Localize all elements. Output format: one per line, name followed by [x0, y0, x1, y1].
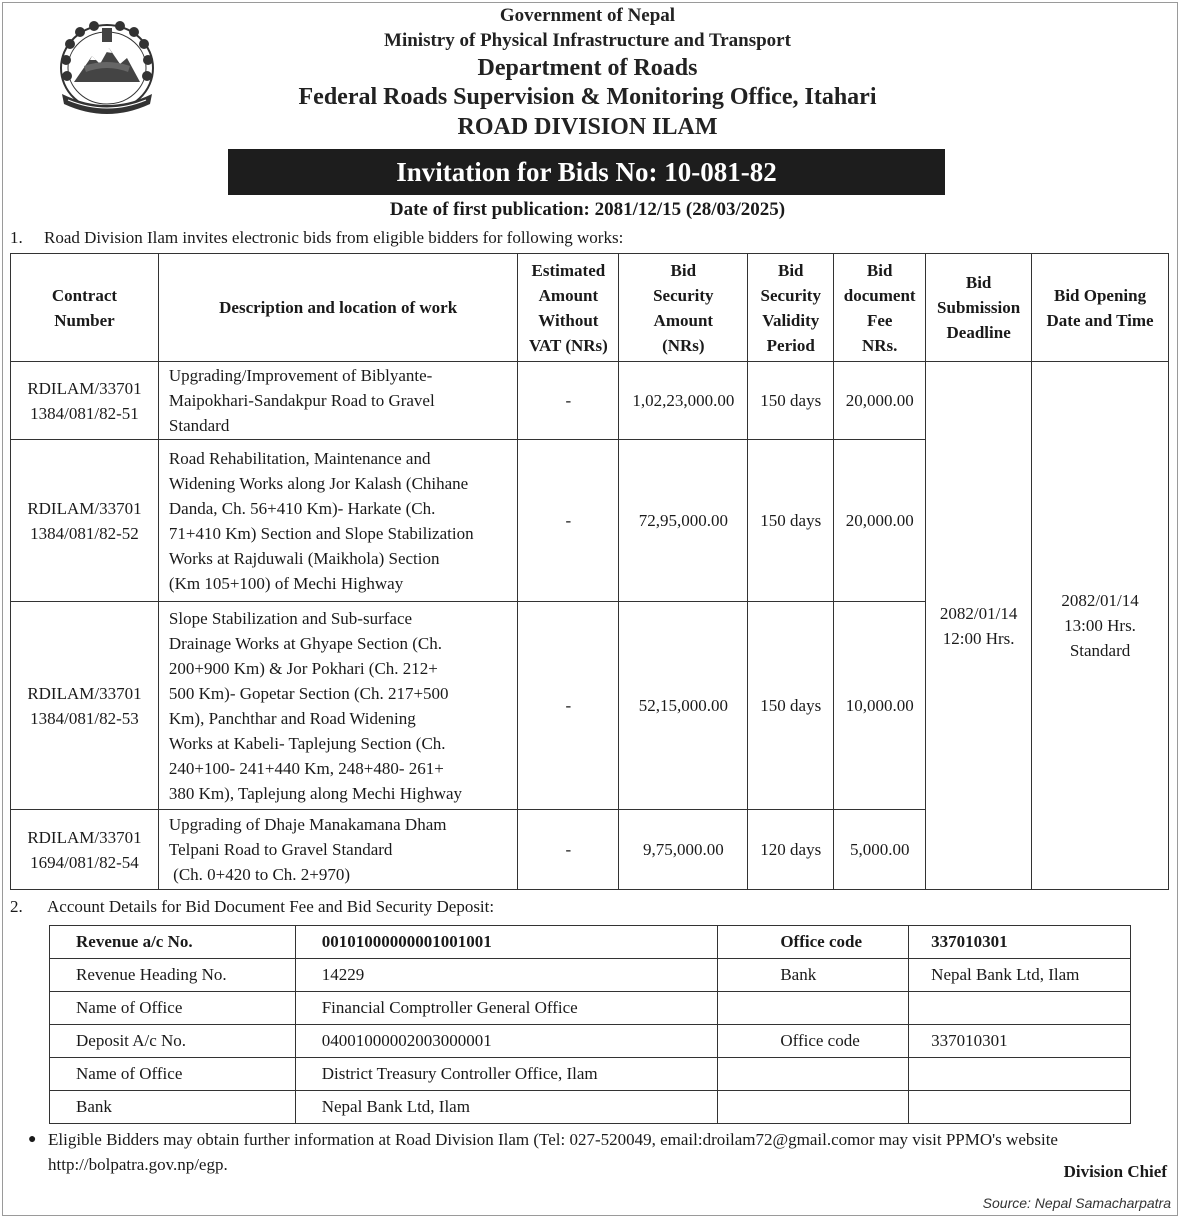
- table-row: [50, 959, 1131, 992]
- account-label: [718, 992, 909, 1025]
- validity-period: 120 days: [748, 810, 834, 890]
- header-deadline: Bid Submission Deadline: [926, 254, 1032, 362]
- opening-date-time: 2082/01/14 13:00 Hrs. Standard: [1032, 362, 1169, 890]
- account-value: Nepal Bank Ltd, Ilam: [295, 1091, 718, 1124]
- bids-table: [10, 253, 1169, 890]
- header-fee: Bid document Fee NRs.: [834, 254, 926, 362]
- bid-security-amount: 52,15,000.00: [619, 602, 748, 810]
- validity-period: 150 days: [748, 362, 834, 440]
- account-details-table: [49, 925, 1131, 1124]
- header-security: Bid Security Amount (NRs): [619, 254, 748, 362]
- government-line: Government of Nepal: [499, 5, 676, 26]
- document-fee: 20,000.00: [834, 440, 926, 602]
- header-opening: Bid Opening Date and Time: [1032, 254, 1169, 362]
- validity-period: 150 days: [748, 602, 834, 810]
- header-description: Description and location of work: [158, 254, 518, 362]
- source-credit: Source: Nepal Samacharpatra: [982, 1195, 1171, 1211]
- contract-number: RDILAM/33701 1694/081/82-54: [11, 810, 159, 890]
- section-number: 2.: [10, 897, 23, 916]
- eligibility-note: [28, 1127, 1173, 1177]
- estimated-amount: -: [518, 810, 619, 890]
- account-label: Bank: [50, 1091, 296, 1124]
- work-description: Slope Stabilization and Sub-surface Drainage Works at Ghyape Section (Ch. 200+900 Km) & Jor Pokhari (Ch. 212+ 500 Km)- Gopetar Section (Ch. 217+500 Km), Panchthar and Road Widening Works at Kabeli- Taplejung Section (Ch. 240+100- 241+440 Km, 248+480- 261+ 380 Km), Taplejung along Mechi Highway: [158, 602, 518, 810]
- account-value: 337010301: [909, 926, 1131, 959]
- header-validity: Bid Security Validity Period: [748, 254, 834, 362]
- office-line: Federal Roads Supervision & Monitoring Office, Itahari: [298, 84, 877, 110]
- work-description: Upgrading of Dhaje Manakamana Dham Telpani Road to Gravel Standard (Ch. 0+420 to Ch. 2+970): [158, 810, 518, 890]
- contract-number: RDILAM/33701 1384/081/82-53: [11, 602, 159, 810]
- ministry-line: Ministry of Physical Infrastructure and Transport: [384, 30, 791, 51]
- website-link[interactable]: http://bolpatra.gov.np/egp.: [48, 1155, 228, 1174]
- contract-number: RDILAM/33701 1384/081/82-52: [11, 440, 159, 602]
- account-value: 00101000000001001001: [295, 926, 718, 959]
- bullet-icon: ●: [28, 1132, 37, 1147]
- account-value: [909, 1058, 1131, 1091]
- table-row: [50, 1025, 1131, 1058]
- account-label: [718, 1058, 909, 1091]
- work-description: Upgrading/Improvement of Biblyante- Maipokhari-Sandakpur Road to Gravel Standard: [158, 362, 518, 440]
- note-text: Eligible Bidders may obtain further information at Road Division Ilam (Tel: 027-520049, email:droilam72@gmail.comor may visit PPMO's website: [48, 1130, 1058, 1149]
- estimated-amount: -: [518, 440, 619, 602]
- division-line: ROAD DIVISION ILAM: [457, 114, 718, 140]
- account-value: Nepal Bank Ltd, Ilam: [909, 959, 1131, 992]
- account-value: [909, 1091, 1131, 1124]
- account-value: 337010301: [909, 1025, 1131, 1058]
- table-row: [50, 1091, 1131, 1124]
- account-label: Office code: [718, 926, 909, 959]
- account-label: Revenue a/c No.: [50, 926, 296, 959]
- table-row: [11, 362, 1169, 440]
- account-label: Office code: [718, 1025, 909, 1058]
- account-value: [909, 992, 1131, 1025]
- section-1-intro: [10, 228, 623, 248]
- signature-title: Division Chief: [1063, 1162, 1167, 1181]
- table-row: [50, 992, 1131, 1025]
- bid-security-amount: 72,95,000.00: [619, 440, 748, 602]
- document-fee: 5,000.00: [834, 810, 926, 890]
- table-row: [50, 926, 1131, 959]
- account-label: [718, 1091, 909, 1124]
- estimated-amount: -: [518, 602, 619, 810]
- table-header-row: [11, 254, 1169, 362]
- document-fee: 10,000.00: [834, 602, 926, 810]
- account-label: Name of Office: [50, 1058, 296, 1091]
- account-value: District Treasury Controller Office, Ilam: [295, 1058, 718, 1091]
- department-line: Department of Roads: [477, 55, 698, 81]
- section-text: Account Details for Bid Document Fee and Bid Security Deposit:: [47, 897, 495, 916]
- account-value: Financial Comptroller General Office: [295, 992, 718, 1025]
- contract-number: RDILAM/33701 1384/081/82-51: [11, 362, 159, 440]
- ifb-banner: Invitation for Bids No: 10-081-82: [228, 149, 945, 195]
- nepal-emblem-icon: [54, 20, 160, 120]
- submission-deadline: 2082/01/14 12:00 Hrs.: [926, 362, 1032, 890]
- publication-date: Date of first publication: 2081/12/15 (28/03/2025): [389, 199, 786, 220]
- bid-security-amount: 1,02,23,000.00: [619, 362, 748, 440]
- header-estimate: Estimated Amount Without VAT (NRs): [518, 254, 619, 362]
- document-fee: 20,000.00: [834, 362, 926, 440]
- account-label: Name of Office: [50, 992, 296, 1025]
- validity-period: 150 days: [748, 440, 834, 602]
- bid-security-amount: 9,75,000.00: [619, 810, 748, 890]
- section-2-intro: [10, 897, 494, 917]
- account-value: 14229: [295, 959, 718, 992]
- account-label: Revenue Heading No.: [50, 959, 296, 992]
- section-text: Road Division Ilam invites electronic bids from eligible bidders for following works:: [44, 228, 624, 247]
- table-row: [50, 1058, 1131, 1091]
- account-label: Bank: [718, 959, 909, 992]
- header-contract: Contract Number: [11, 254, 159, 362]
- account-label: Deposit A/c No.: [50, 1025, 296, 1058]
- work-description: Road Rehabilitation, Maintenance and Widening Works along Jor Kalash (Chihane Danda, Ch. 56+410 Km)- Harkate (Ch. 71+410 Km) Section and Slope Stabilization Works at Rajduwali (Maikhola) Section (Km 105+100) of Mechi Highway: [158, 440, 518, 602]
- estimated-amount: -: [518, 362, 619, 440]
- account-value: 04001000002003000001: [295, 1025, 718, 1058]
- section-number: 1.: [10, 228, 23, 247]
